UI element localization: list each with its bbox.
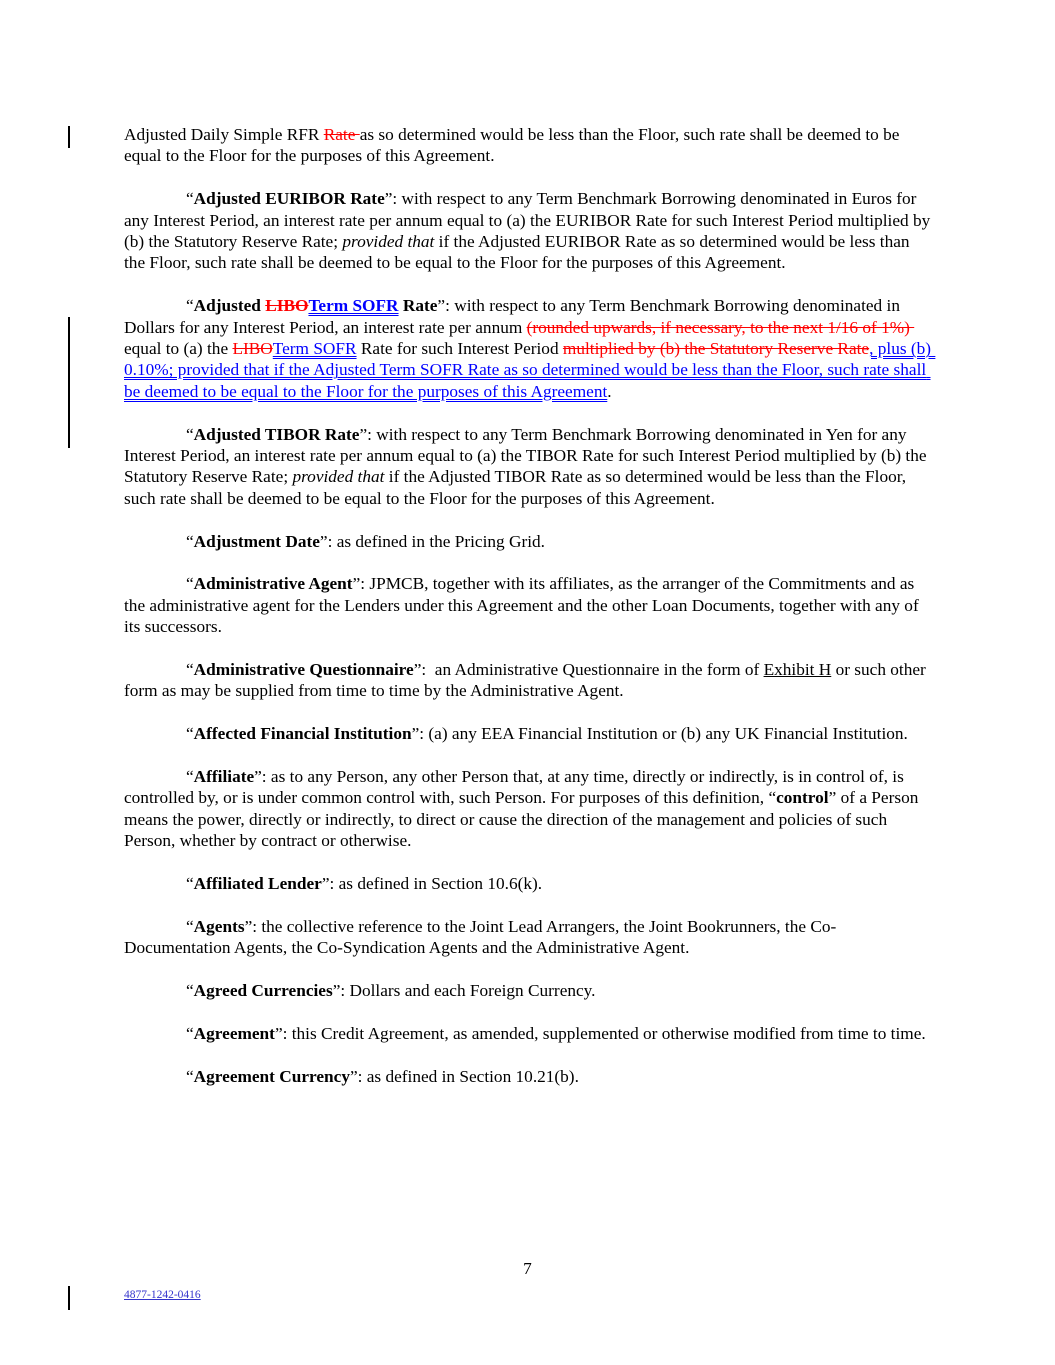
text-run: “ <box>186 531 194 551</box>
text-run: Rate <box>398 296 438 316</box>
text-run: ”: as defined in Section 10.6(k). <box>321 874 543 894</box>
doc-id-stamp: 4877-1242-0416 <box>124 1289 201 1301</box>
deleted-text: Rate <box>323 125 360 144</box>
text-run: “ <box>186 916 194 936</box>
deleted-text: LIBO <box>232 339 273 359</box>
text-run: ”: as to any Person, any other Person that, at any time, directly or indirectly, is in control of, is controlled by, or is under common control with, such Person. For purposes of this definition, “ <box>124 767 909 808</box>
def-adjusted-term-sofr-rate <box>124 295 936 402</box>
inserted-text: , plus (b) 0.10%; provided that if the Adjusted Term SOFR Rate as so determined would be less than the Floor, such rate shall be deemed to be equal to the Floor for the purposes of this Agreement <box>124 339 936 401</box>
text-run: if the Adjusted EURIBOR Rate as so determined would be less than the Floor, such rate shall be deemed to be equal to the Floor for the purposes of this Agreement. <box>124 232 914 273</box>
text-run: ”: this Credit Agreement, as amended, supplemented or otherwise modified from time to time. <box>274 1023 926 1043</box>
def-affiliated-lender <box>124 873 932 894</box>
text-run: “ <box>186 767 194 787</box>
text-run: “ <box>186 874 194 894</box>
text-run: Agreed Currencies <box>193 981 333 1001</box>
text-run: “ <box>186 1066 194 1086</box>
text-run: Administrative Agent <box>193 574 353 594</box>
document-body <box>124 124 936 1108</box>
deleted-text: LIBO <box>265 296 309 316</box>
text-run: ”: with respect to any Term Benchmark Borrowing denominated in Euros for any Interest Period, an interest rate per annum equal to (a) the EURIBOR Rate for such Interest Period multiplied by (b) the Statutory Reserve Rate; <box>124 189 935 252</box>
text-run: provided that <box>292 467 385 487</box>
text-run: Exhibit H <box>763 660 832 680</box>
text-run: Affiliated Lender <box>193 874 322 894</box>
text-run: Agents <box>193 916 245 936</box>
text-run: Adjusted <box>193 296 266 316</box>
def-administrative-questionnaire <box>124 659 932 702</box>
text-run: ”: as defined in the Pricing Grid. <box>319 531 545 551</box>
inserted-text: Term SOFR <box>272 339 357 359</box>
text-run: ”: Dollars and each Foreign Currency. <box>332 981 596 1001</box>
text-run: Adjusted Daily Simple RFR <box>124 125 324 144</box>
text-run: “ <box>186 296 194 316</box>
text-run: ”: as defined in Section 10.21(b). <box>349 1066 579 1086</box>
text-run: Adjusted EURIBOR Rate <box>193 189 385 209</box>
inserted-text: Term SOFR <box>308 296 399 316</box>
text-run: Agreement <box>193 1023 275 1043</box>
text-run: Adjusted TIBOR Rate <box>193 424 360 444</box>
text-run: “ <box>186 189 194 209</box>
text-run: . <box>607 381 612 401</box>
text-run: Affiliate <box>193 767 255 787</box>
def-agents <box>124 916 932 959</box>
text-run: “ <box>186 660 194 680</box>
def-administrative-agent <box>124 573 932 637</box>
text-run: Rate for such Interest Period <box>356 339 563 359</box>
text-run: “ <box>186 724 194 744</box>
text-run: Administrative Questionnaire <box>193 660 414 680</box>
change-bar <box>68 126 70 148</box>
text-run: Affected Financial Institution <box>193 724 412 744</box>
text-run: or such other form as may be supplied from time to time by the Administrative Agent. <box>124 660 931 701</box>
text-run: equal to (a) the <box>124 339 233 359</box>
text-run: control <box>776 788 829 808</box>
text-run: provided that <box>342 232 435 252</box>
text-run: as so determined would be less than the Floor, such rate shall be deemed to be equal to the Floor for the purposes of this Agreement. <box>124 125 904 166</box>
text-run: “ <box>186 574 194 594</box>
text-run: ”: with respect to any Term Benchmark Borrowing denominated in Dollars for any Interest Period, an interest rate per annum <box>124 296 905 337</box>
text-run: ”: JPMCB, together with its affiliates, as the arranger of the Commitments and as the administrative agent for the Lenders under this Agreement and the other Loan Documents, together with any of its successors. <box>124 574 924 637</box>
def-affected-financial-institution <box>124 723 932 744</box>
text-run: ”: (a) any EEA Financial Institution or (b) any UK Financial Institution. <box>411 724 908 744</box>
text-run: “ <box>186 424 194 444</box>
deleted-text: multiplied by (b) the Statutory Reserve Rate <box>562 339 870 359</box>
deleted-text: (rounded upwards, if necessary, to the next 1/16 of 1%) <box>526 317 915 337</box>
text-run: Agreement Currency <box>193 1066 350 1086</box>
text-run: ”: with respect to any Term Benchmark Borrowing denominated in Yen for any Interest Period, an interest rate per annum equal to (a) the TIBOR Rate for such Interest Period multiplied by (b) the Statutory Reserve Rate; <box>124 424 931 487</box>
def-agreed-currencies <box>124 980 932 1001</box>
text-run: “ <box>186 1023 194 1043</box>
text-run: “ <box>186 981 194 1001</box>
text-run: Adjustment Date <box>193 531 320 551</box>
def-agreement <box>124 1023 932 1044</box>
def-adjusted-tibor-rate <box>124 424 932 510</box>
change-bar <box>68 1286 70 1310</box>
para-continuation-adjusted-daily-simple-rfr <box>124 124 932 167</box>
def-agreement-currency <box>124 1066 932 1087</box>
text-run: ”: the collective reference to the Joint Lead Arrangers, the Joint Bookrunners, the Co-Documentation Agents, the Co-Syndication Agents and the Administrative Agent. <box>124 916 837 958</box>
def-affiliate <box>124 766 932 852</box>
def-adjustment-date <box>124 531 932 552</box>
change-bar <box>68 317 70 448</box>
text-run: ” of a Person means the power, directly or indirectly, to direct or cause the direction of the management and policies of such Person, whether by contract or otherwise. <box>124 788 923 851</box>
text-run: ”: an Administrative Questionnaire in the form of <box>413 660 764 680</box>
def-adjusted-euribor-rate <box>124 188 935 274</box>
page-number: 7 <box>523 1259 532 1278</box>
text-run: if the Adjusted TIBOR Rate as so determined would be less than the Floor, such rate shall be deemed to be equal to the Floor for the purposes of this Agreement. <box>124 467 911 508</box>
